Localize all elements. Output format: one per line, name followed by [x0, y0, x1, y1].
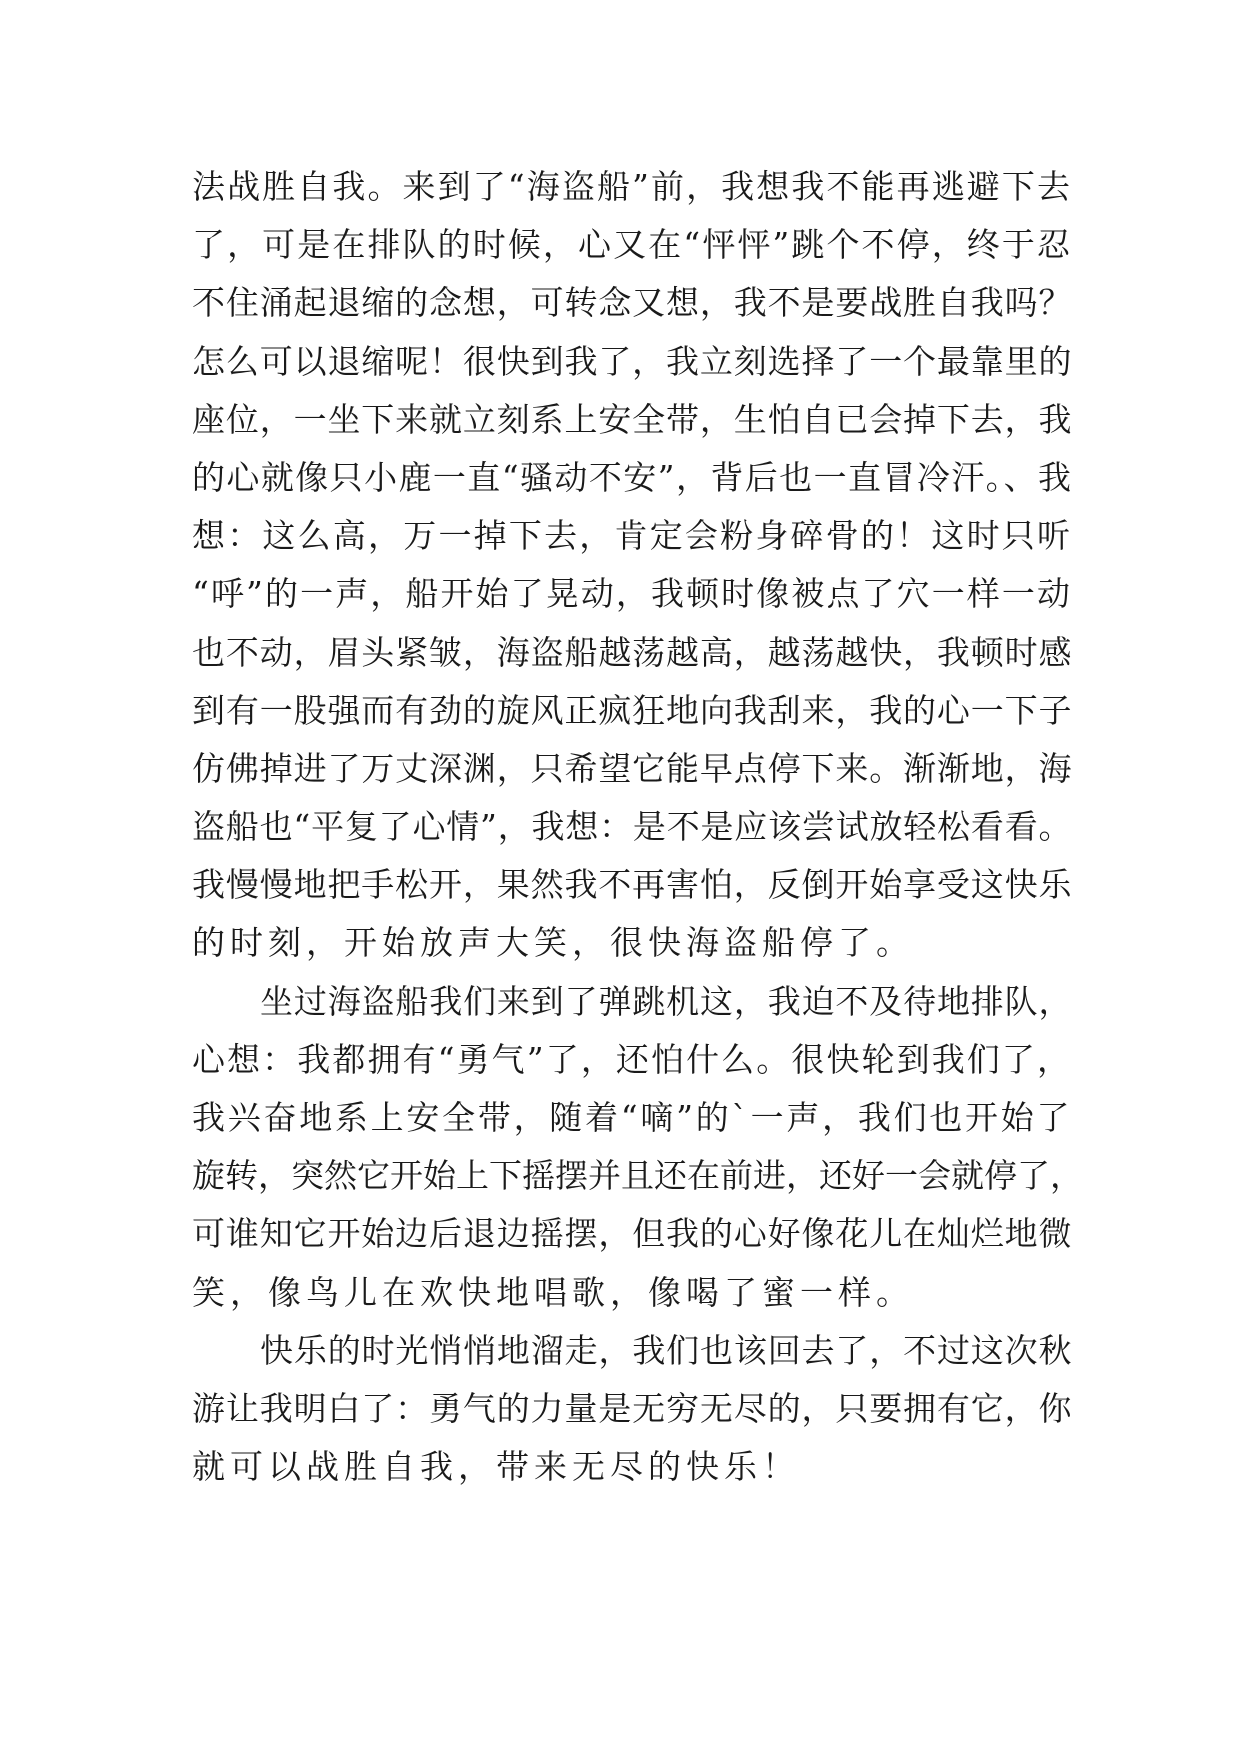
text-line: 法战胜自我。来到了“海盗船”前，我想我不能再逃避下去: [192, 167, 1072, 206]
text-line: 不住涌起退缩的念想，可转念又想，我不是要战胜自我吗？: [192, 283, 1072, 323]
text-line: 游让我明白了：勇气的力量是无穷无尽的，只要拥有它，你: [192, 1388, 1072, 1428]
text-line: 的心就像只小鹿一直“骚动不安”，背后也一直冒冷汗。、我: [192, 457, 1072, 497]
text-line: 我兴奋地系上安全带，随着“嘀”的`一声，我们也开始了: [192, 1098, 1072, 1137]
text-line: 仿佛掉进了万丈深渊，只希望它能早点停下来。渐渐地，海: [192, 748, 1072, 788]
text-line: 到有一股强而有劲的旋风正疯狂地向我刮来，我的心一下子: [192, 690, 1072, 730]
text-line: 也不动，眉头紧皱，海盗船越荡越高，越荡越快，我顿时感: [192, 632, 1072, 672]
text-line: 心想：我都拥有“勇气”了，还怕什么。很快轮到我们了，: [192, 1039, 1072, 1079]
paragraph-start-line: 快乐的时光悄悄地溜走，我们也该回去了，不过这次秋: [260, 1330, 1072, 1370]
text-line: 座位，一坐下来就立刻系上安全带，生怕自已会掉下去，我: [192, 399, 1072, 439]
text-line: 盗船也“平复了心情”，我想：是不是应该尝试放轻松看看。: [192, 807, 1072, 847]
text-line: 了，可是在排队的时候，心又在“怦怦”跳个不停，终于忍: [192, 225, 1072, 265]
document-body: [192, 158, 1083, 1496]
text-line: 想：这么高，万一掉下去，肯定会粉身碎骨的！这时只听: [192, 516, 1072, 556]
text-line: 我慢慢地把手松开，果然我不再害怕，反倒开始享受这快乐: [192, 865, 1072, 905]
paragraph-end-line: 就可以战胜自我，带来无尽的快乐！: [192, 1447, 800, 1487]
text-line: 可谁知它开始边后退边摇摆，但我的心好像花儿在灿烂地微: [192, 1214, 1072, 1254]
text-line: “呼”的一声，船开始了晃动，我顿时像被点了穴一样一动: [192, 574, 1072, 614]
text-line: 怎么可以退缩呢！很快到我了，我立刻选择了一个最靠里的: [192, 341, 1072, 381]
text-line: 旋转，突然它开始上下摇摆并且还在前进，还好一会就停了，: [192, 1156, 1083, 1196]
paragraph-end-line: 的时刻，开始放声大笑，很快海盗船停了。: [192, 923, 914, 963]
paragraph-start-line: 坐过海盗船我们来到了弹跳机这，我迫不及待地排队，: [260, 981, 1072, 1021]
paragraph-end-line: 笑，像鸟儿在欢快地唱歌，像喝了蜜一样。: [192, 1272, 914, 1312]
